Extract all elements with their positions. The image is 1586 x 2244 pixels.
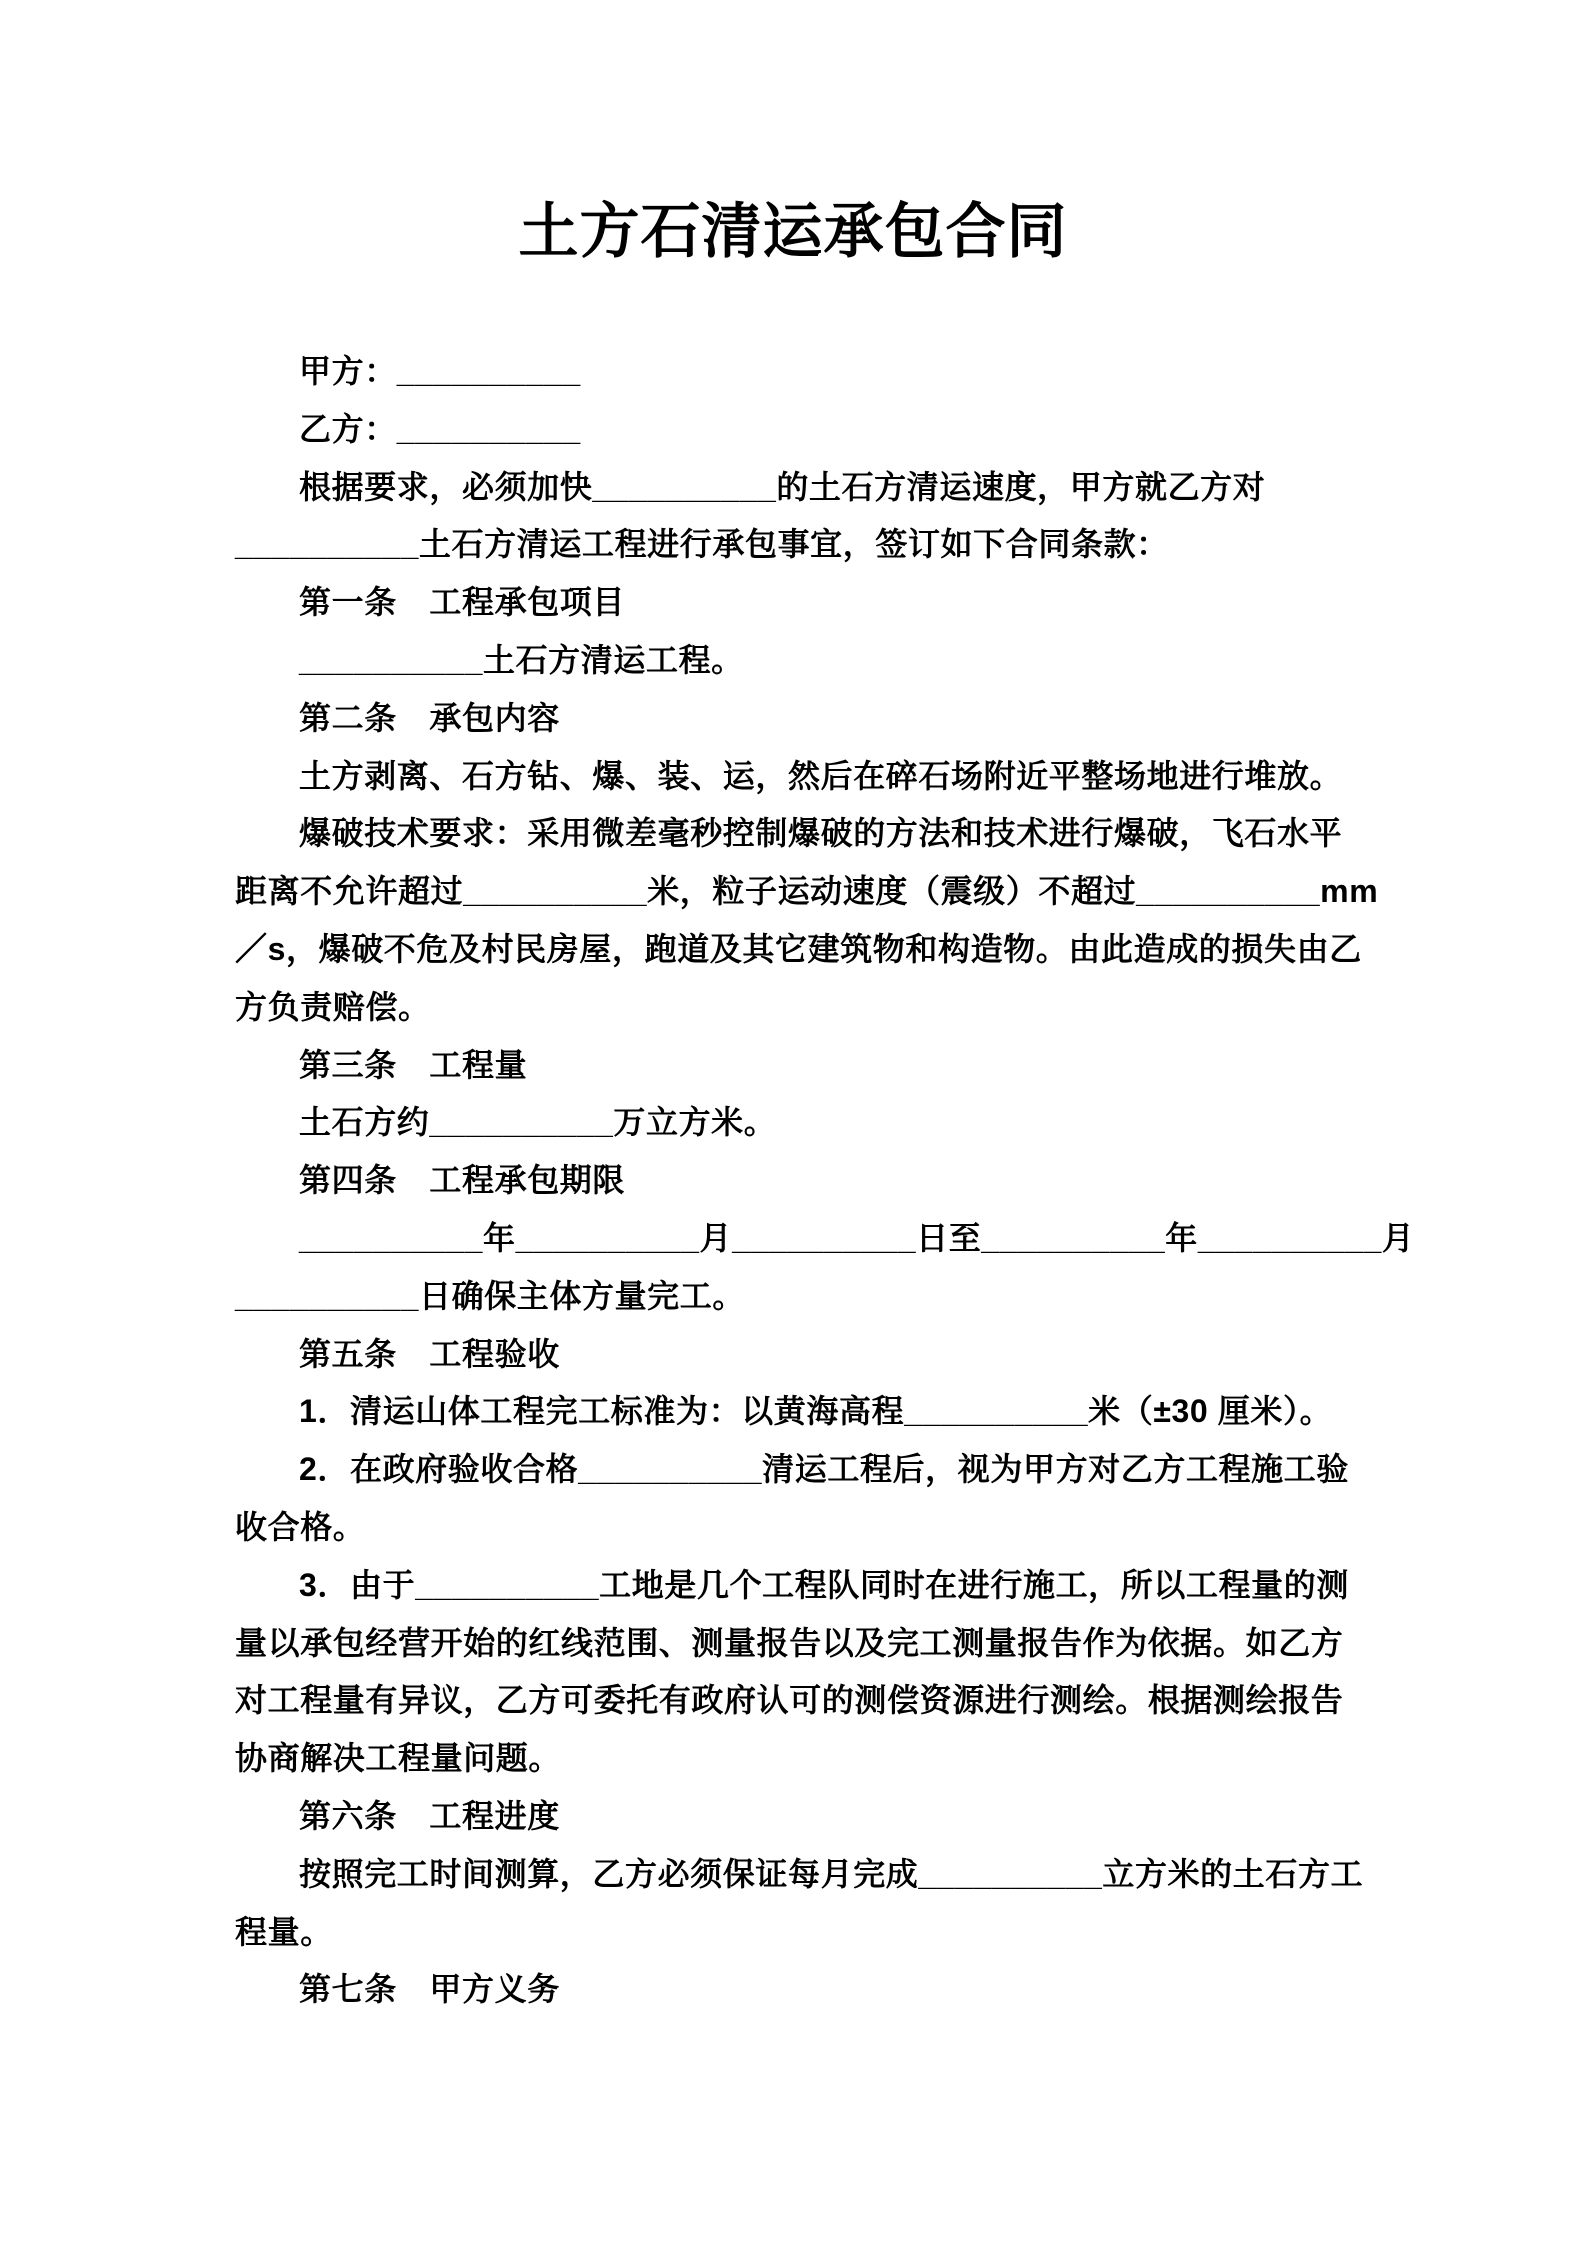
contract-line: 方负责赔偿。 — [235, 988, 431, 1025]
contract-line: 量以承包经营开始的红线范围、测量报告以及完工测量报告作为依据。如乙方 — [235, 1624, 1344, 1661]
clause-3-heading: 第三条 工程量 — [299, 1046, 528, 1083]
document-title: 土方石清运承包合同 — [518, 198, 1068, 265]
contract-line: 按照完工时间测算，乙方必须保证每月完成__________立方米的土石方工 — [299, 1855, 1364, 1892]
contract-line: ／s，爆破不危及村民房屋，跑道及其它建筑物和构造物。由此造成的损失由乙 — [235, 930, 1362, 967]
contract-line: 土方剥离、石方钻、爆、装、运，然后在碎石场附近平整场地进行堆放。 — [299, 757, 1343, 794]
contract-line: 1．清运山体工程完工标准为：以黄海高程__________米（±30 厘米）。 — [299, 1393, 1333, 1430]
clause-4-heading: 第四条 工程承包期限 — [299, 1162, 626, 1199]
clause-2-heading: 第二条 承包内容 — [299, 699, 560, 736]
contract-line: 2．在政府验收合格__________清运工程后，视为甲方对乙方工程施工验 — [299, 1451, 1349, 1488]
contract-line: __________土石方清运工程进行承包事宜，签订如下合同条款： — [235, 526, 1169, 563]
contract-line: 对工程量有异议，乙方可委托有政府认可的测偿资源进行测绘。根据测绘报告 — [235, 1682, 1344, 1719]
party-b-line: 乙方：__________ — [299, 410, 581, 447]
clause-7-heading: 第七条 甲方义务 — [299, 1971, 560, 2008]
contract-line: 3．由于__________工地是几个工程队同时在进行施工，所以工程量的测 — [299, 1566, 1349, 1603]
contract-line: 根据要求，必须加快__________的土石方清运速度，甲方就乙方对 — [299, 468, 1266, 505]
contract-line: 程量。 — [235, 1913, 333, 1950]
party-a-line: 甲方：__________ — [299, 353, 581, 389]
contract-line: 距离不允许超过__________米，粒子运动速度（震级）不超过__________mm — [235, 873, 1379, 910]
contract-line: __________日确保主体方量完工。 — [235, 1277, 745, 1314]
clause-5-heading: 第五条 工程验收 — [299, 1335, 560, 1372]
contract-line: 爆破技术要求：采用微差毫秒控制爆破的方法和技术进行爆破，飞石水平 — [299, 815, 1343, 852]
contract-line: __________土石方清运工程。 — [299, 641, 744, 678]
contract-line: 协商解决工程量问题。 — [235, 1740, 562, 1777]
contract-line: 土石方约__________万立方米。 — [299, 1104, 777, 1141]
clause-1-heading: 第一条 工程承包项目 — [299, 584, 626, 621]
contract-line: 收合格。 — [235, 1508, 366, 1545]
contract-line: __________年__________月__________日至__________年__________月 — [299, 1219, 1415, 1256]
clause-6-heading: 第六条 工程进度 — [299, 1797, 560, 1834]
document-body — [235, 343, 1415, 2019]
